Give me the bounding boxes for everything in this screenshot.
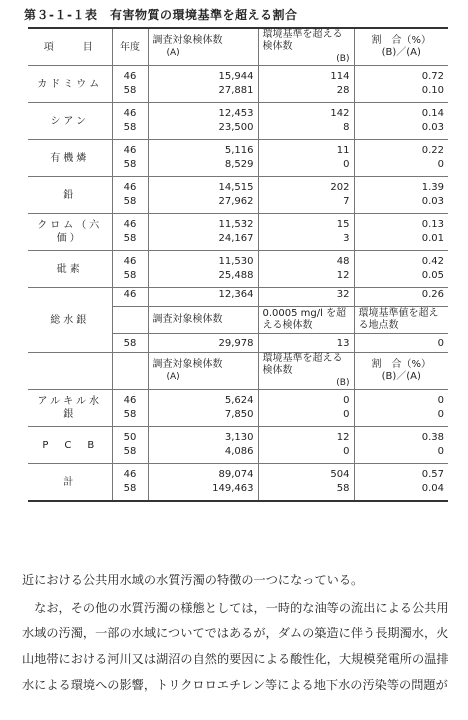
row-exceed: 13 (258, 334, 354, 353)
header-item: 項 目 (28, 28, 112, 66)
row-exceed (258, 390, 354, 427)
row-exceed-value: 114 (330, 71, 350, 82)
row-count-value: 5,116 (224, 145, 254, 156)
row-year-value: 50 (123, 432, 137, 443)
row-exceed (258, 427, 354, 464)
row-count-value: 25,488 (218, 270, 254, 281)
table-row (28, 177, 448, 214)
row-points: 0 (354, 334, 448, 353)
row-count (148, 66, 258, 103)
row-count (148, 464, 258, 502)
row-ratio (354, 103, 448, 140)
row-ratio-value: 0.22 (421, 145, 444, 156)
table-row (28, 464, 448, 502)
row-count-value: 5,624 (224, 395, 254, 406)
table-row (28, 427, 448, 464)
row-year (112, 177, 148, 214)
row-ratio (354, 251, 448, 288)
row-ratio (354, 214, 448, 251)
row-exceed-value: 48 (336, 256, 350, 267)
row-ratio-value: 0.14 (421, 108, 444, 119)
row-year-value: 58 (123, 122, 137, 133)
row-count-value: 149,463 (212, 483, 254, 494)
table-row (28, 251, 448, 288)
table-row (28, 214, 448, 251)
header-row-2 (28, 353, 448, 390)
row-exceed-value: 504 (330, 469, 350, 480)
row-item: 総水銀 (28, 288, 112, 353)
row-ratio-value: 0 (437, 159, 444, 170)
row-count-value: 12,453 (218, 108, 254, 119)
row-ratio-value: 0 (437, 395, 444, 406)
body-line-4: 山地帯における河川又は湖沼の自然的要因による酸性化，大規模発電所の温排 (22, 652, 449, 666)
row-year: 58 (112, 334, 148, 353)
row-ratio-value: 0.10 (421, 85, 444, 96)
row-item: クロム（六価） (28, 214, 112, 251)
row-year-value: 58 (123, 446, 137, 457)
row-count: 29,978 (148, 334, 258, 353)
row-year (112, 66, 148, 103)
row-item: カドミウム (28, 66, 112, 103)
table-row (28, 66, 448, 103)
header-exceed: 環境基準を超える検体数 (B) (258, 28, 354, 66)
row-exceed-value: 12 (336, 270, 350, 281)
row-year-value: 58 (123, 409, 137, 420)
header2-ratio: 割 合（%） (B)／(A) (354, 353, 448, 390)
row-year (112, 214, 148, 251)
row-year-value: 58 (123, 159, 137, 170)
hazardous-substances-table (28, 27, 448, 502)
row-exceed-value: 0 (343, 159, 350, 170)
row-year-value: 58 (123, 85, 137, 96)
row-exceed (258, 140, 354, 177)
row-year-value: 58 (123, 233, 137, 244)
row-ratio-value: 0.05 (421, 270, 444, 281)
row-exceed-value: 11 (336, 145, 350, 156)
row-exceed (258, 103, 354, 140)
row-count-value: 3,130 (224, 432, 254, 443)
row-year (112, 251, 148, 288)
row-item: アルキル水銀 (28, 390, 112, 427)
row-item: シアン (28, 103, 112, 140)
mercury-gap (112, 307, 148, 334)
row-ratio-value: 0 (437, 409, 444, 420)
mercury-row-46 (28, 288, 448, 307)
body-line-3: 水域の汚濁，一部の水域についてではあるが，ダムの築造に伴う長期濁水，火 (22, 626, 449, 640)
row-count (148, 214, 258, 251)
row-exceed (258, 464, 354, 502)
row-count (148, 140, 258, 177)
row-year-value: 46 (123, 108, 137, 119)
row-exceed-value: 0 (343, 395, 350, 406)
row-exceed: 32 (258, 288, 354, 307)
row-ratio: 0.26 (354, 288, 448, 307)
row-count-value: 23,500 (218, 122, 254, 133)
row-year-value: 46 (123, 219, 137, 230)
row-ratio (354, 464, 448, 502)
row-year-value: 58 (123, 483, 137, 494)
row-year (112, 464, 148, 502)
row-ratio-value: 0 (437, 446, 444, 457)
row-count (148, 390, 258, 427)
row-ratio (354, 66, 448, 103)
row-ratio (354, 427, 448, 464)
row-year (112, 390, 148, 427)
row-count-value: 14,515 (218, 182, 254, 193)
row-year-value: 58 (123, 270, 137, 281)
row-ratio-value: 0.01 (421, 233, 444, 244)
row-ratio-value: 0.38 (421, 432, 444, 443)
row-count (148, 427, 258, 464)
row-exceed-value: 12 (336, 432, 350, 443)
row-ratio (354, 140, 448, 177)
row-count: 12,364 (148, 288, 258, 307)
row-exceed (258, 66, 354, 103)
row-item: 鉛 (28, 177, 112, 214)
row-count-value: 8,529 (224, 159, 254, 170)
row-ratio-value: 0.42 (421, 256, 444, 267)
row-ratio-value: 1.39 (421, 182, 444, 193)
header-ratio: 割 合（%） (B)／(A) (354, 28, 448, 66)
row-exceed-value: 0 (343, 409, 350, 420)
row-exceed-value: 28 (336, 85, 350, 96)
header-row (28, 28, 448, 66)
table-row (28, 103, 448, 140)
row-ratio-value: 0.57 (421, 469, 444, 480)
row-exceed-value: 0 (343, 446, 350, 457)
body-line-5: 水による環境への影響，トリクロロエチレン等による地下水の汚染等の問題が (22, 678, 448, 692)
header-count: 調査対象検体数 (A) (148, 28, 258, 66)
row-item: P C B (28, 427, 112, 464)
row-year-value: 46 (123, 145, 137, 156)
row-count-value: 24,167 (218, 233, 254, 244)
row-year-value: 58 (123, 196, 137, 207)
header-year: 年度 (112, 28, 148, 66)
mercury-header-count: 調査対象検体数 (148, 307, 258, 334)
row-count (148, 103, 258, 140)
row-exceed-value: 8 (343, 122, 350, 133)
row-count (148, 251, 258, 288)
mercury-header-exceed: 0.0005 mg/l を超える検体数 (258, 307, 354, 334)
row-count-value: 7,850 (224, 409, 254, 420)
row-year-value: 46 (123, 71, 137, 82)
row-exceed-value: 142 (330, 108, 350, 119)
row-ratio-value: 0.03 (421, 196, 444, 207)
row-year (112, 103, 148, 140)
row-year (112, 427, 148, 464)
row-year: 46 (112, 288, 148, 307)
row-count (148, 177, 258, 214)
row-count-value: 4,086 (224, 446, 254, 457)
row-year (112, 140, 148, 177)
row-ratio-value: 0.03 (421, 122, 444, 133)
row-exceed-value: 7 (343, 196, 350, 207)
row-exceed-value: 202 (330, 182, 350, 193)
row-exceed (258, 214, 354, 251)
row-exceed (258, 251, 354, 288)
row-count-value: 15,944 (218, 71, 254, 82)
row-count-value: 11,532 (218, 219, 254, 230)
table-title: 第３-１-１表 有害物質の環境基準を超える割合 (24, 8, 298, 22)
table-row (28, 390, 448, 427)
row-exceed-value: 58 (336, 483, 350, 494)
mercury-header-points: 環境基準値を超える地点数 (354, 307, 448, 334)
row-count-value: 27,962 (218, 196, 254, 207)
row-year-value: 46 (123, 395, 137, 406)
body-line-1: 近における公共用水域の水質汚濁の特徴の一つになっている。 (22, 573, 364, 587)
row-item: 計 (28, 464, 112, 502)
header2-blank-year (112, 353, 148, 390)
row-count-value: 89,074 (218, 469, 254, 480)
row-year-value: 46 (123, 182, 137, 193)
row-item: 有機燐 (28, 140, 112, 177)
row-count-value: 11,530 (218, 256, 254, 267)
row-ratio-value: 0.72 (421, 71, 444, 82)
row-item: 砒素 (28, 251, 112, 288)
row-ratio (354, 177, 448, 214)
row-ratio (354, 390, 448, 427)
row-year-value: 46 (123, 256, 137, 267)
row-exceed (258, 177, 354, 214)
row-ratio-value: 0.04 (421, 483, 444, 494)
header2-blank (28, 353, 112, 390)
row-exceed-value: 3 (343, 233, 350, 244)
row-ratio-value: 0.13 (421, 219, 444, 230)
body-line-2: なお，その他の水質汚濁の様態としては，一時的な油等の流出による公共用 (22, 601, 449, 615)
header2-exceed: 環境基準を超える検体数 (B) (258, 353, 354, 390)
table-row (28, 140, 448, 177)
row-exceed-value: 15 (336, 219, 350, 230)
row-year-value: 46 (123, 469, 137, 480)
header2-count: 調査対象検体数 (A) (148, 353, 258, 390)
row-count-value: 27,881 (218, 85, 254, 96)
